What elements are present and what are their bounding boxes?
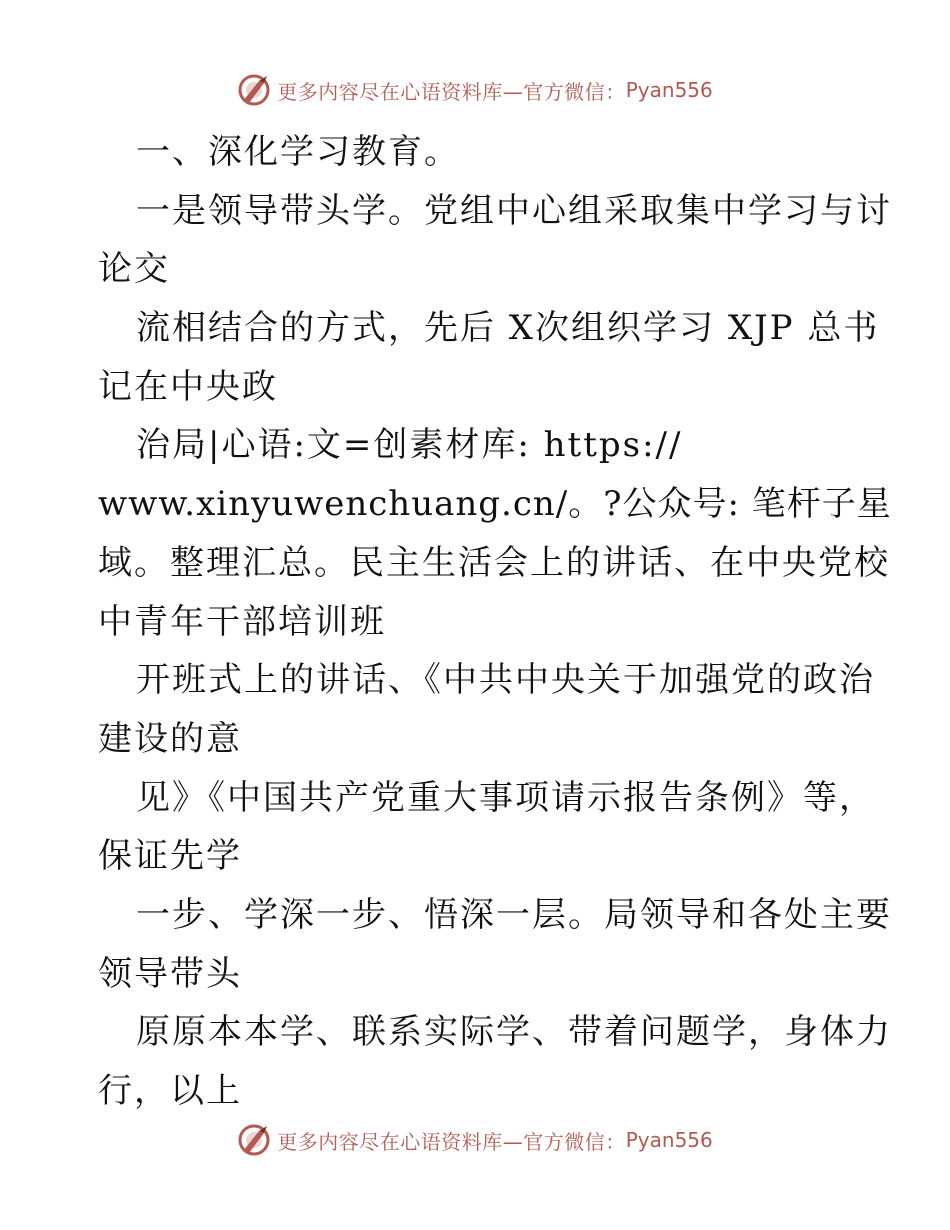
- paragraph-line: 建设的意: [98, 718, 242, 759]
- paragraph-line: 开班式上的讲话、《中共中央关于加强党的政治: [136, 660, 875, 701]
- paragraph-line: 领导带头: [98, 953, 242, 994]
- paragraph-line: 行，以上: [98, 1071, 242, 1111]
- paragraph-line: 域。整理汇总。民主生活会上的讲话、在中央党校: [98, 542, 890, 583]
- paragraph-line: 见》《中国共产党重大事项请示报告条例》等，: [136, 777, 875, 818]
- paragraph-line: 一是领导带头学。党组中心组采取集中学习与讨: [136, 190, 892, 231]
- paragraph-line: 原原本本学、联系实际学、带着问题学，身体力: [136, 1012, 892, 1053]
- document-body: [98, 123, 892, 1121]
- paragraph-line: 流相结合的方式，先后 X次组织学习 XJP 总书: [136, 308, 880, 349]
- banner-text: 更多内容尽在心语资料库—官方微信：: [277, 1129, 626, 1154]
- banner-text: 更多内容尽在心语资料库—官方微信：: [277, 79, 626, 104]
- paragraph-line: 记在中央政: [98, 366, 278, 407]
- paragraph-line: 中青年干部培训班: [98, 601, 386, 642]
- paragraph-line: www.xinyuwenchuang.cn/。?公众号: 笔杆子星: [98, 484, 892, 525]
- paragraph-line: 保证先学: [98, 836, 242, 877]
- paragraph-line: 一步、学深一步、悟深一层。局领导和各处主要: [136, 894, 892, 935]
- quill-pen-logo-icon: [237, 73, 271, 107]
- banner-wechat-id: Pyan556: [625, 78, 713, 102]
- paragraph-line: 论交: [98, 249, 170, 290]
- paragraph-line: 治局|心语:文=创素材库: https://: [136, 425, 683, 466]
- header-watermark-banner: [0, 70, 950, 110]
- banner-wechat-id: Pyan556: [625, 1128, 713, 1152]
- footer-watermark-banner: [0, 1120, 950, 1160]
- quill-pen-logo-icon: [237, 1123, 271, 1157]
- section-heading: 一、深化学习教育。: [136, 132, 460, 172]
